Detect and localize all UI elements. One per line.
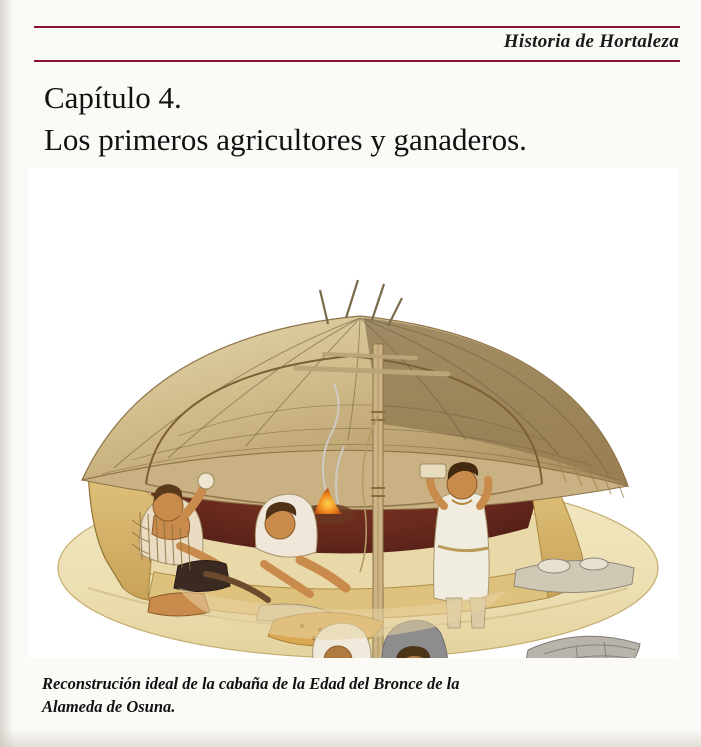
scan-shadow-left bbox=[0, 0, 14, 747]
header-rule-bottom bbox=[34, 60, 680, 62]
scan-shadow-bottom bbox=[0, 729, 701, 747]
figure-canvas bbox=[28, 168, 678, 658]
bronze-age-hut-drawing bbox=[28, 168, 678, 658]
chapter-number: Capítulo 4. bbox=[44, 80, 182, 115]
running-head-title: Historia de Hortaleza bbox=[503, 31, 679, 52]
figure-caption-line-2: Alameda de Osuna. bbox=[42, 697, 176, 716]
figure-caption bbox=[42, 672, 642, 718]
figure-illustration bbox=[28, 168, 678, 658]
header-rule-top bbox=[34, 26, 680, 28]
chapter-heading bbox=[44, 78, 664, 160]
page-header bbox=[0, 26, 701, 68]
figure-caption-line-1: Reconstrución ideal de la cabaña de la Edad del Bronce de la bbox=[42, 674, 460, 693]
chapter-title: Los primeros agricultores y ganaderos. bbox=[44, 122, 527, 157]
